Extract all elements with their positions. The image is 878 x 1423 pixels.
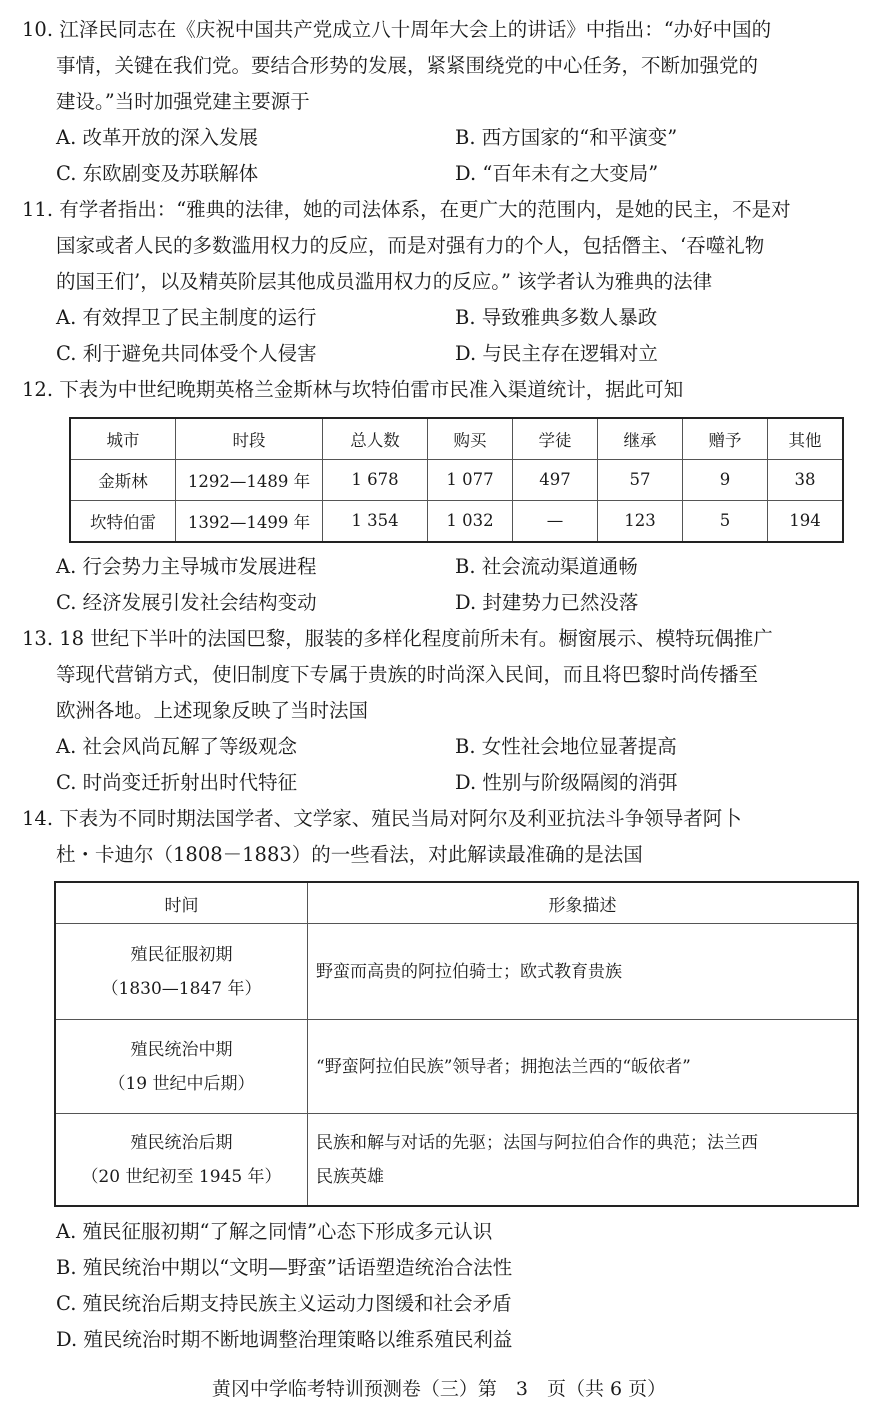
q12-stem-line-1: 12. 下表为中世纪晚期英格兰金斯林与坎特伯雷市民准入渠道统计，据此可知 [22, 378, 684, 401]
table-cell: 5 [683, 500, 768, 542]
q11-stem-line-1: 11. 有学者指出：“雅典的法律，她的司法体系，在更广大的范围内，是她的民主，不是对 [22, 198, 791, 221]
table-cell: 1392—1499 年 [176, 500, 323, 542]
q10-stem-line-2: 事情，关键在我们党。要结合形势的发展，紧紧围绕党的中心任务，不断加强党的 [56, 54, 759, 77]
table-cell-desc [308, 1020, 859, 1114]
q11-option-a: A. 有效捍卫了民主制度的运行 [56, 306, 317, 329]
q10-stem-line-1: 10. 江泽民同志在《庆祝中国共产党成立八十周年大会上的讲话》中指出：“办好中国的 [22, 18, 772, 41]
table-row [70, 460, 843, 501]
table-cell: 9 [683, 460, 768, 501]
period-line: 殖民统治后期 [130, 1132, 233, 1153]
q13-stem-line-2: 等现代营销方式，使旧制度下专属于贵族的时尚深入民间，而且将巴黎时尚传播至 [56, 663, 759, 686]
q11-option-d: D. 与民主存在逻辑对立 [455, 342, 658, 365]
table-cell-period [55, 1020, 308, 1114]
page-footer: 黄冈中学临考特训预测卷（三）第 3 页（共 6 页） [211, 1378, 667, 1400]
q13-option-d: D. 性别与阶级隔阂的消弭 [455, 771, 678, 794]
period-line: （1830—1847 年） [101, 978, 262, 999]
period-line: 殖民征服初期 [130, 944, 233, 965]
table-cell: 1 678 [323, 460, 428, 501]
table-cell: 1 077 [428, 460, 513, 501]
table-header-cell: 时间 [55, 882, 308, 924]
table-cell-desc [308, 1114, 859, 1207]
desc-line: 野蛮而高贵的阿拉伯骑士；欧式教育贵族 [316, 961, 622, 982]
table-header-cell: 城市 [70, 418, 176, 460]
table-cell-period [55, 924, 308, 1020]
table-header-cell: 总人数 [323, 418, 428, 460]
table-header-row [55, 882, 858, 924]
q14-option-a: A. 殖民征服初期“了解之同情”心态下形成多元认识 [56, 1220, 493, 1243]
table-header-cell: 学徒 [513, 418, 598, 460]
q11-option-c: C. 利于避免共同体受个人侵害 [56, 342, 317, 365]
table-cell: 坎特伯雷 [70, 500, 176, 542]
table-header-cell: 时段 [176, 418, 323, 460]
table-cell-period [55, 1114, 308, 1207]
table-cell: 57 [598, 460, 683, 501]
table-header-cell: 继承 [598, 418, 683, 460]
table-cell: 1 032 [428, 500, 513, 542]
q14-option-b: B. 殖民统治中期以“文明—野蛮”话语塑造统治合法性 [56, 1256, 513, 1279]
table-cell: 38 [768, 460, 844, 501]
q10-option-d: D. “百年未有之大变局” [455, 162, 659, 185]
table-cell: — [513, 500, 598, 542]
table-header-cell: 形象描述 [308, 882, 859, 924]
q14-table [54, 881, 859, 1207]
table-row [55, 1020, 858, 1114]
table-header-cell: 其他 [768, 418, 844, 460]
desc-line: “野蛮阿拉伯民族”领导者；拥抱法兰西的“皈依者” [316, 1056, 691, 1077]
q11-option-b: B. 导致雅典多数人暴政 [455, 306, 658, 329]
table-cell: 金斯林 [70, 460, 176, 501]
q10-option-b: B. 西方国家的“和平演变” [455, 126, 678, 149]
q12-option-b: B. 社会流动渠道通畅 [455, 555, 638, 578]
q10-stem-line-3: 建设。”当时加强党建主要源于 [56, 90, 310, 113]
q13-stem-line-3: 欧洲各地。上述现象反映了当时法国 [56, 699, 369, 722]
period-line: （19 世纪中后期） [108, 1073, 255, 1094]
table-cell-desc [308, 924, 859, 1020]
table-row [55, 924, 858, 1020]
period-line: 殖民统治中期 [130, 1039, 233, 1060]
q13-option-b: B. 女性社会地位显著提高 [455, 735, 677, 758]
q14-stem-line-2: 杜・卡迪尔（1808－1883）的一些看法，对此解读最准确的是法国 [56, 843, 643, 866]
period-line: （20 世纪初至 1945 年） [81, 1166, 282, 1187]
q14-stem-line-1: 14. 下表为不同时期法国学者、文学家、殖民当局对阿尔及利亚抗法斗争领导者阿卜 [22, 807, 742, 830]
table-header-cell: 购买 [428, 418, 513, 460]
table-cell: 123 [598, 500, 683, 542]
table-cell: 1292—1489 年 [176, 460, 323, 501]
q12-option-a: A. 行会势力主导城市发展进程 [56, 555, 317, 578]
q12-option-c: C. 经济发展引发社会结构变动 [56, 591, 317, 614]
q10-option-a: A. 改革开放的深入发展 [56, 126, 258, 149]
q14-option-d: D. 殖民统治时期不断地调整治理策略以维系殖民利益 [56, 1328, 513, 1351]
table-row [70, 500, 843, 542]
q14-option-c: C. 殖民统治后期支持民族主义运动力图缓和社会矛盾 [56, 1292, 512, 1315]
q12-option-d: D. 封建势力已然没落 [455, 591, 639, 614]
table-cell: 497 [513, 460, 598, 501]
q10-option-c: C. 东欧剧变及苏联解体 [56, 162, 259, 185]
desc-line: 民族和解与对话的先驱；法国与阿拉伯合作的典范；法兰西 [316, 1132, 758, 1153]
q13-stem-line-1: 13. 18 世纪下半叶的法国巴黎，服装的多样化程度前所未有。橱窗展示、模特玩偶推广 [22, 627, 773, 650]
desc-line: 民族英雄 [316, 1166, 384, 1187]
table-cell: 194 [768, 500, 844, 542]
table-header-cell: 赠予 [683, 418, 768, 460]
q11-stem-line-2: 国家或者人民的多数滥用权力的反应，而是对强有力的个人，包括僭主、‘吞噬礼物 [56, 234, 765, 257]
q13-option-a: A. 社会风尚瓦解了等级观念 [56, 735, 297, 758]
table-row [55, 1114, 858, 1207]
q13-option-c: C. 时尚变迁折射出时代特征 [56, 771, 298, 794]
table-header-row [70, 418, 843, 460]
q11-stem-line-3: 的国王们’，以及精英阶层其他成员滥用权力的反应。” 该学者认为雅典的法律 [56, 270, 713, 293]
q12-table [69, 417, 844, 543]
table-cell: 1 354 [323, 500, 428, 542]
